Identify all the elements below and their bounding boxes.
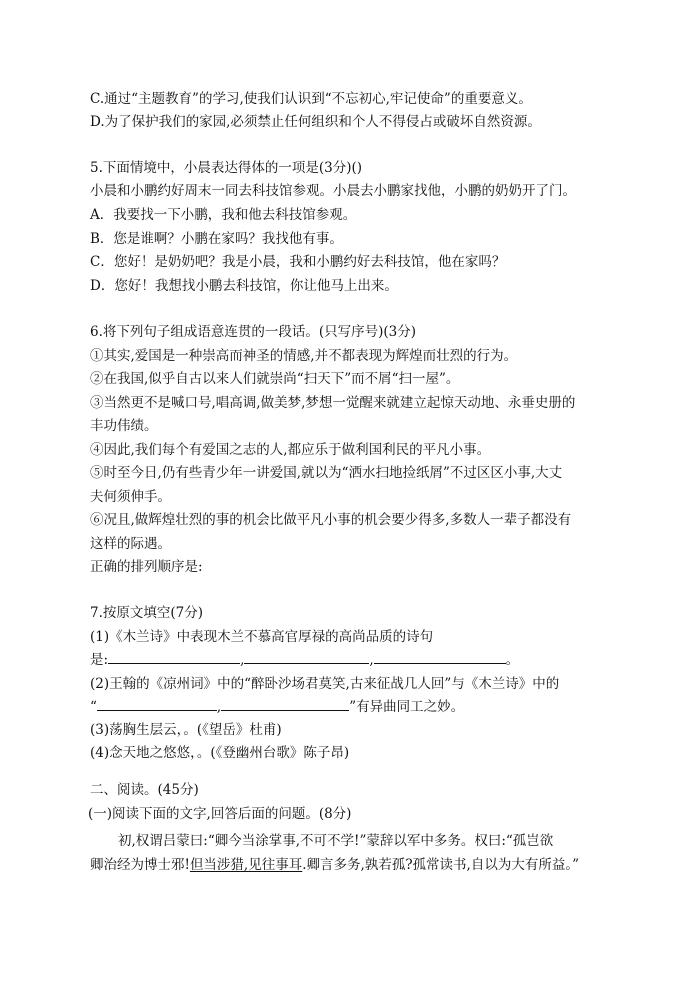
- q6-sentence-5: ⑤时至今日,仍有些青少年一讲爱国,就以为“洒水扫地捡纸屑”不过区区小事,大丈: [90, 465, 563, 481]
- q4-option-d: D.为了保护我们的家园,必须禁止任何组织和个人不得侵占或破坏自然资源。: [90, 114, 541, 130]
- blank-2[interactable]: [244, 651, 369, 664]
- reading-paragraph-line2: [90, 856, 579, 874]
- blank-4[interactable]: [97, 698, 217, 711]
- q5-option-a: A．我要找一下小鹏，我和他去科技馆参观。: [90, 207, 357, 223]
- q7-item1-prefix: 是:: [90, 652, 109, 668]
- q6-stem: 6.将下列句子组成语意连贯的一段话。(只写序号)(3分): [90, 324, 417, 340]
- q6-sentence-5-cont: 夫何须伸手。: [90, 489, 171, 505]
- reading-sub-title: (一)阅读下面的文字,回答后面的问题。(8分): [88, 806, 352, 822]
- q7-item2-blanks: [90, 698, 464, 716]
- q7-item2-close: ”有异曲同工之妙。: [349, 699, 465, 715]
- q7-item1-sep1: ,: [240, 652, 245, 668]
- q5-stem: 5.下面情境中，小晨表达得体的一项是(3分)(): [90, 160, 363, 176]
- q6-sentence-2: ②在我国,似乎自古以来人们就崇尚“扫天下”而不屑“扫一屋”。: [90, 371, 460, 387]
- para-line2-part-a: 卿治经为博士邪!: [90, 857, 190, 873]
- underlined-phrase: 但当涉猎,见往事耳: [189, 857, 303, 873]
- q7-item3: (3)荡胸生层云，。(《望岳》杜甫): [90, 722, 282, 738]
- q6-sentence-3-cont: 丰功伟绩。: [90, 418, 158, 434]
- q7-item4: (4)念天地之悠悠，。(《登幽州台歌》陈子昂): [90, 745, 350, 761]
- q5-option-b: B．您是谁啊？小鹏在家吗？我找他有事。: [90, 231, 343, 247]
- blank-1[interactable]: [108, 651, 240, 664]
- q6-sentence-6-cont: 这样的际遇。: [90, 536, 171, 552]
- q5-option-c: C．您好！是奶奶吧？我是小晨，我和小鹏约好去科技馆，他在家吗？: [90, 254, 506, 270]
- blank-5[interactable]: [221, 698, 349, 711]
- q7-item2-line1: (2)王翰的《凉州词》中的“醉卧沙场君莫笑,古来征战几人回”与《木兰诗》中的: [90, 676, 560, 692]
- q7-item1-sep2: ,: [369, 652, 374, 668]
- q7-item2-open: “: [90, 699, 97, 715]
- q5-context: 小晨和小鹏约好周末一同去科技馆参观。小晨去小鹏家找他，小鹏的奶奶开了门。: [90, 183, 576, 199]
- q7-item2-sep: ,: [216, 699, 222, 715]
- q6-sentence-4: ④因此,我们每个有爱国之志的人,都应乐于做利国利民的平凡小事。: [90, 442, 491, 458]
- para-line2-part-b: .卿言多务,孰若孤?孤常读书,自以为大有所益。”: [302, 857, 579, 873]
- reading-paragraph-line1: 初,权谓吕蒙曰:“卿今当涂掌事,不可不学!”蒙辞以军中多务。权曰:“孤岂欲: [118, 833, 554, 849]
- q7-stem: 7.按原文填空(7分): [90, 605, 204, 621]
- q5-option-d: D．您好！我想找小鹏去科技馆，你让他马上出来。: [90, 278, 398, 294]
- q7-item1-end: 。: [505, 652, 520, 668]
- q7-item1-line1: (1)《木兰诗》中表现木兰不慕高官厚禄的高尚品质的诗句: [90, 629, 434, 645]
- q7-item1-blanks: [90, 651, 519, 669]
- reading-section-title: 二、阅读。(45分): [90, 782, 199, 798]
- blank-3[interactable]: [374, 651, 506, 664]
- q4-option-c: C.通过“主题教育”的学习,使我们认识到“不忘初心,牢记使命”的重要意义。: [90, 91, 532, 107]
- q6-sentence-6: ⑥况且,做辉煌壮烈的事的机会比做平凡小事的机会要少得多,多数人一辈子都没有: [90, 512, 572, 528]
- q6-answer-prompt: 正确的排列顺序是:: [90, 559, 203, 575]
- q6-sentence-3: ③当然更不是喊口号,唱高调,做美梦,梦想一觉醒来就建立起惊天动地、永垂史册的: [90, 395, 576, 411]
- q6-sentence-1: ①其实,爱国是一种崇高而神圣的情感,并不都表现为辉煌而壮烈的行为。: [90, 348, 518, 364]
